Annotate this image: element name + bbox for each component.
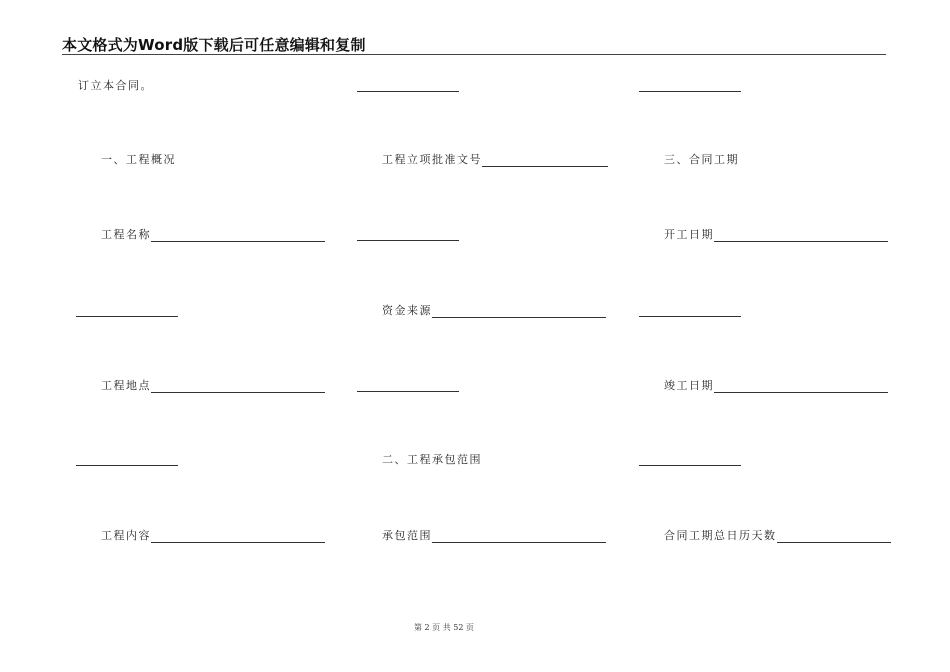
preamble-label: 订立本合同。 [78, 79, 153, 92]
contract-scope-label: 承包范围 [382, 529, 432, 542]
section-1-label: 一、工程概况 [101, 153, 176, 166]
project-name-label: 工程名称 [101, 228, 151, 241]
start-date-field [664, 228, 888, 242]
section-3-label: 三、合同工期 [664, 153, 739, 166]
section-3-heading [664, 153, 739, 167]
blank-line-left-4 [76, 304, 178, 317]
blank-fill-line [76, 304, 178, 317]
start-date-line [714, 229, 888, 242]
blank-fill-line [639, 79, 741, 92]
approval-number-label: 工程立项批准文号 [382, 153, 482, 166]
blank-fill-line [639, 304, 741, 317]
blank-fill-line [76, 453, 178, 466]
blank-fill-line [357, 79, 459, 92]
approval-number-line [482, 154, 608, 167]
project-location-field [101, 379, 325, 393]
section-1-heading [101, 153, 176, 167]
section-2-label: 二、工程承包范围 [382, 453, 482, 466]
funding-source-field [382, 304, 606, 318]
start-date-label: 开工日期 [664, 228, 714, 241]
completion-date-label: 竣工日期 [664, 379, 714, 392]
contract-scope-line [432, 530, 606, 543]
project-name-field [101, 228, 325, 242]
blank-line-right-1 [639, 79, 741, 92]
blank-line-right-6 [639, 453, 741, 466]
section-2-heading [382, 453, 482, 467]
total-days-line [777, 530, 891, 543]
blank-fill-line [357, 228, 459, 241]
project-content-label: 工程内容 [101, 529, 151, 542]
blank-line-mid-3 [357, 228, 459, 241]
total-days-field [664, 529, 891, 543]
blank-line-mid-1 [357, 79, 459, 92]
funding-source-label: 资金来源 [382, 304, 432, 317]
project-location-label: 工程地点 [101, 379, 151, 392]
blank-line-mid-5 [357, 379, 459, 392]
project-content-field [101, 529, 325, 543]
preamble-text [78, 79, 153, 93]
header-rule [62, 54, 886, 55]
blank-fill-line [357, 379, 459, 392]
blank-fill-line [639, 453, 741, 466]
project-name-line [151, 229, 325, 242]
approval-number-field [382, 153, 608, 167]
project-content-line [151, 530, 325, 543]
document-header-title: 本文格式为Word版下载后可任意编辑和复制 [62, 36, 366, 54]
project-location-line [151, 380, 325, 393]
blank-line-right-4 [639, 304, 741, 317]
funding-source-line [432, 305, 606, 318]
contract-scope-field [382, 529, 606, 543]
total-days-label: 合同工期总日历天数 [664, 529, 777, 542]
completion-date-field [664, 379, 888, 393]
completion-date-line [714, 380, 888, 393]
blank-line-left-6 [76, 453, 178, 466]
page-number: 第 2 页 共 52 页 [414, 623, 474, 632]
